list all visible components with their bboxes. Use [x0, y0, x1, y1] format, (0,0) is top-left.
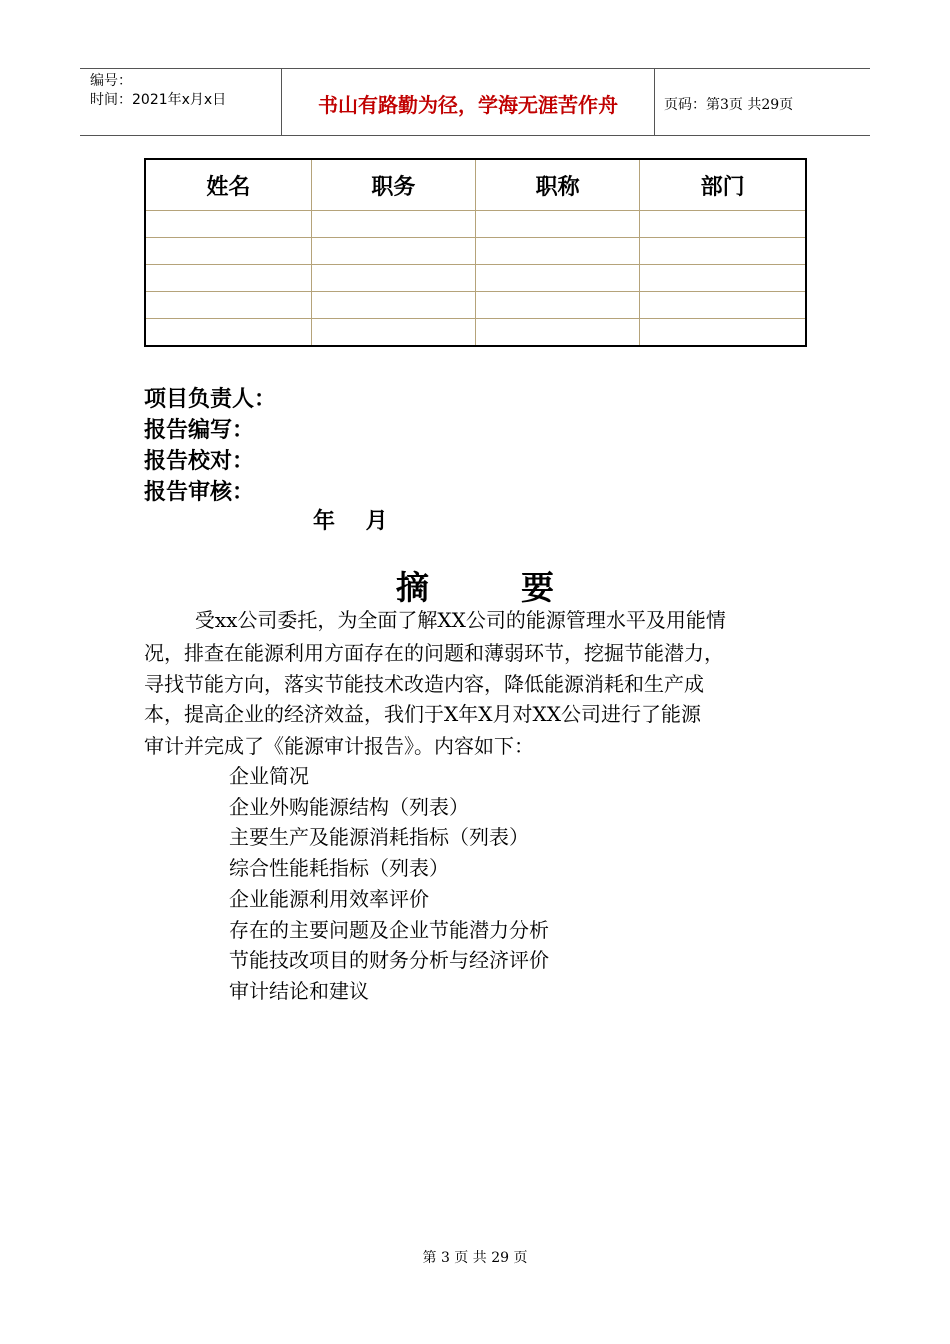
table-cell: [145, 319, 311, 347]
column-header-title: 职称: [475, 159, 639, 211]
table-cell: [311, 238, 475, 265]
header-divider: [281, 68, 282, 135]
table-cell: [145, 265, 311, 292]
list-item: 综合性能耗指标（列表）: [229, 856, 449, 880]
list-item: 存在的主要问题及企业节能潜力分析: [229, 918, 549, 942]
table-cell: [640, 265, 806, 292]
table-cell: [475, 319, 639, 347]
report-writer-label: 报告编写：: [144, 417, 255, 443]
table-cell: [640, 211, 806, 238]
abstract-paragraph-line: 况，排查在能源利用方面存在的问题和薄弱环节，挖掘节能潜力，: [144, 641, 724, 665]
table-cell: [475, 211, 639, 238]
report-review-label: 报告审核：: [144, 479, 255, 505]
header-meta: [90, 72, 226, 110]
abstract-paragraph-line: 寻找节能方向，落实节能技术改造内容，降低能源消耗和生产成: [144, 672, 704, 696]
list-item: 企业能源利用效率评价: [229, 887, 429, 911]
table-cell: [475, 292, 639, 319]
table-cell: [640, 319, 806, 347]
column-header-position: 职务: [311, 159, 475, 211]
report-date: 年 月: [313, 508, 388, 534]
table-cell: [311, 319, 475, 347]
header-bottom-rule: [80, 135, 870, 136]
header-motto: 书山有路勤为径，学海无涯苦作舟: [318, 93, 618, 117]
table-cell: [145, 211, 311, 238]
table-cell: [475, 238, 639, 265]
header-divider: [654, 68, 655, 135]
project-lead-label: 项目负责人：: [144, 386, 277, 412]
table-cell: [475, 265, 639, 292]
abstract-title: 摘 要: [396, 568, 554, 607]
table-cell: [311, 292, 475, 319]
table-row: [145, 211, 806, 238]
abstract-paragraph-line: 受xx公司委托，为全面了解XX公司的能源管理水平及用能情: [144, 608, 726, 632]
header-top-rule: [80, 68, 870, 69]
table-cell: [311, 211, 475, 238]
table-header-row: [145, 159, 806, 211]
table-cell: [311, 265, 475, 292]
table-row: [145, 238, 806, 265]
table-cell: [640, 238, 806, 265]
table-row: [145, 265, 806, 292]
column-header-name: 姓名: [145, 159, 311, 211]
list-item: 企业外购能源结构（列表）: [229, 795, 469, 819]
abstract-paragraph-line: 审计并完成了《能源审计报告》。内容如下：: [144, 734, 534, 758]
document-time-label: 时间：2021年x月x日: [90, 92, 227, 108]
column-header-department: 部门: [640, 159, 806, 211]
page-footer: 第 3 页 共 29 页: [422, 1250, 528, 1266]
table-cell: [640, 292, 806, 319]
table-row: [145, 292, 806, 319]
table-cell: [145, 292, 311, 319]
list-item: 审计结论和建议: [229, 979, 369, 1003]
header-page-info: 页码：第3页 共29页: [664, 97, 794, 113]
list-item: 企业简况: [229, 764, 309, 788]
report-proof-label: 报告校对：: [144, 448, 255, 474]
list-item: 主要生产及能源消耗指标（列表）: [229, 825, 529, 849]
document-number-label: 编号：: [90, 73, 132, 89]
abstract-paragraph-line: 本，提高企业的经济效益，我们于X年X月对XX公司进行了能源: [144, 702, 701, 726]
table-cell: [145, 238, 311, 265]
list-item: 节能技改项目的财务分析与经济评价: [229, 948, 549, 972]
table-row: [145, 319, 806, 347]
staff-table: [144, 158, 807, 347]
